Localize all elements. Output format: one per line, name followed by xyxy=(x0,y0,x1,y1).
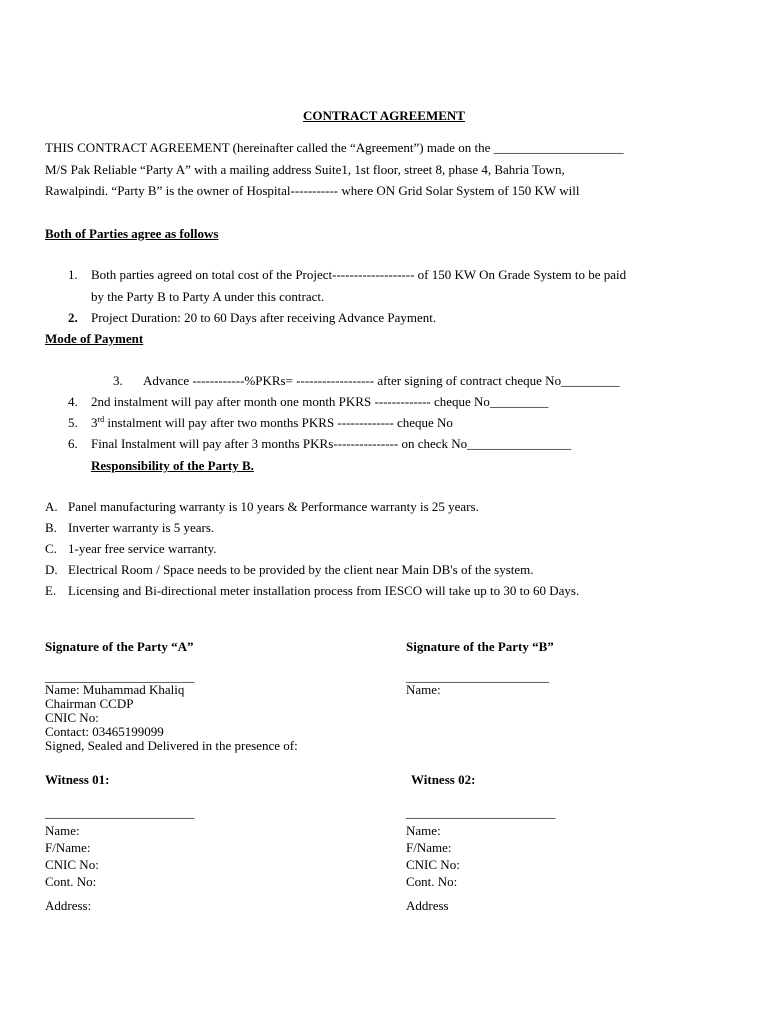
signed-sealed-statement: Signed, Sealed and Delivered in the presence of: xyxy=(45,738,298,753)
witness-2-signature-line: _______________________ xyxy=(406,805,556,820)
witness-1-heading: Witness 01: xyxy=(45,772,110,787)
item-number: 2. xyxy=(68,310,78,325)
witness-1-fname: F/Name: xyxy=(45,840,91,855)
responsibility-letter: C. xyxy=(45,541,57,556)
responsibility-text: Panel manufacturing warranty is 10 years & Performance warranty is 25 years. xyxy=(68,499,479,514)
parties-heading: Both of Parties agree as follows xyxy=(45,226,219,241)
payment-text-body: instalment will pay after two months PKRS ------------- cheque No xyxy=(104,415,453,430)
item-number: 1. xyxy=(68,267,78,282)
payment-number: 5. xyxy=(68,415,78,430)
responsibility-text: 1-year free service warranty. xyxy=(68,541,217,556)
payment-text: Advance ------------%PKRs= ------------------ after signing of contract cheque No_________ xyxy=(143,373,620,388)
payment-text: Final Instalment will pay after 3 months PKRs--------------- on check No________________ xyxy=(91,436,572,451)
payment-number: 6. xyxy=(68,436,78,451)
ordinal-number: 3 xyxy=(91,415,98,430)
witness-1-name: Name: xyxy=(45,823,80,838)
witness-1-contact: Cont. No: xyxy=(45,874,97,889)
item-text: Project Duration: 20 to 60 Days after receiving Advance Payment. xyxy=(91,310,437,325)
witness-2-cnic: CNIC No: xyxy=(406,857,460,872)
item-text-continued: by the Party B to Party A under this contract. xyxy=(91,289,325,304)
responsibility-letter: B. xyxy=(45,520,57,535)
party-a-name: Name: Muhammad Khaliq xyxy=(45,682,185,697)
witness-2-fname: F/Name: xyxy=(406,840,452,855)
responsibility-letter: A. xyxy=(45,499,58,514)
party-a-signature-line: _______________________ xyxy=(45,669,195,684)
witness-1-address: Address: xyxy=(45,898,92,913)
payment-number: 3. xyxy=(113,373,123,388)
responsibility-letter: E. xyxy=(45,583,57,598)
party-b-signature-heading: Signature of the Party “B” xyxy=(406,639,554,654)
payment-text xyxy=(91,416,453,429)
party-a-contact: Contact: 03465199099 xyxy=(45,724,164,739)
responsibility-letter: D. xyxy=(45,562,58,577)
witness-2-contact: Cont. No: xyxy=(406,874,458,889)
payment-heading: Mode of Payment xyxy=(45,331,144,346)
payment-number: 4. xyxy=(68,394,78,409)
party-b-signature-line: ______________________ xyxy=(406,669,549,684)
responsibility-text: Licensing and Bi-directional meter installation process from IESCO will take up to 30 to 60 Days. xyxy=(68,583,580,598)
party-a-title: Chairman CCDP xyxy=(45,696,134,711)
responsibility-heading: Responsibility of the Party B. xyxy=(91,458,254,473)
party-b-name: Name: xyxy=(406,682,441,697)
intro-line-2: M/S Pak Reliable “Party A” with a mailing address Suite1, 1st floor, street 8, phase 4, Bahria Town, xyxy=(45,162,565,177)
party-a-signature-heading: Signature of the Party “A” xyxy=(45,639,194,654)
payment-text: 2nd instalment will pay after month one month PKRS ------------- cheque No_________ xyxy=(91,394,549,409)
responsibility-text: Electrical Room / Space needs to be provided by the client near Main DB's of the system. xyxy=(68,562,534,577)
witness-2-name: Name: xyxy=(406,823,441,838)
witness-1-signature-line: _______________________ xyxy=(45,805,195,820)
responsibility-text: Inverter warranty is 5 years. xyxy=(68,520,215,535)
party-a-cnic: CNIC No: xyxy=(45,710,99,725)
witness-2-address: Address xyxy=(406,898,449,913)
ordinal-suffix: rd xyxy=(97,415,105,424)
witness-1-cnic: CNIC No: xyxy=(45,857,99,872)
item-text: Both parties agreed on total cost of the Project------------------- of 150 KW On Grade System to be paid xyxy=(91,267,627,282)
witness-2-heading: Witness 02: xyxy=(411,772,476,787)
intro-line-1: THIS CONTRACT AGREEMENT (hereinafter called the “Agreement”) made on the ____________________ xyxy=(45,140,624,155)
intro-line-3: Rawalpindi. “Party B” is the owner of Hospital----------- where ON Grid Solar System of 150 KW will xyxy=(45,183,580,198)
document-title: CONTRACT AGREEMENT xyxy=(303,108,465,123)
